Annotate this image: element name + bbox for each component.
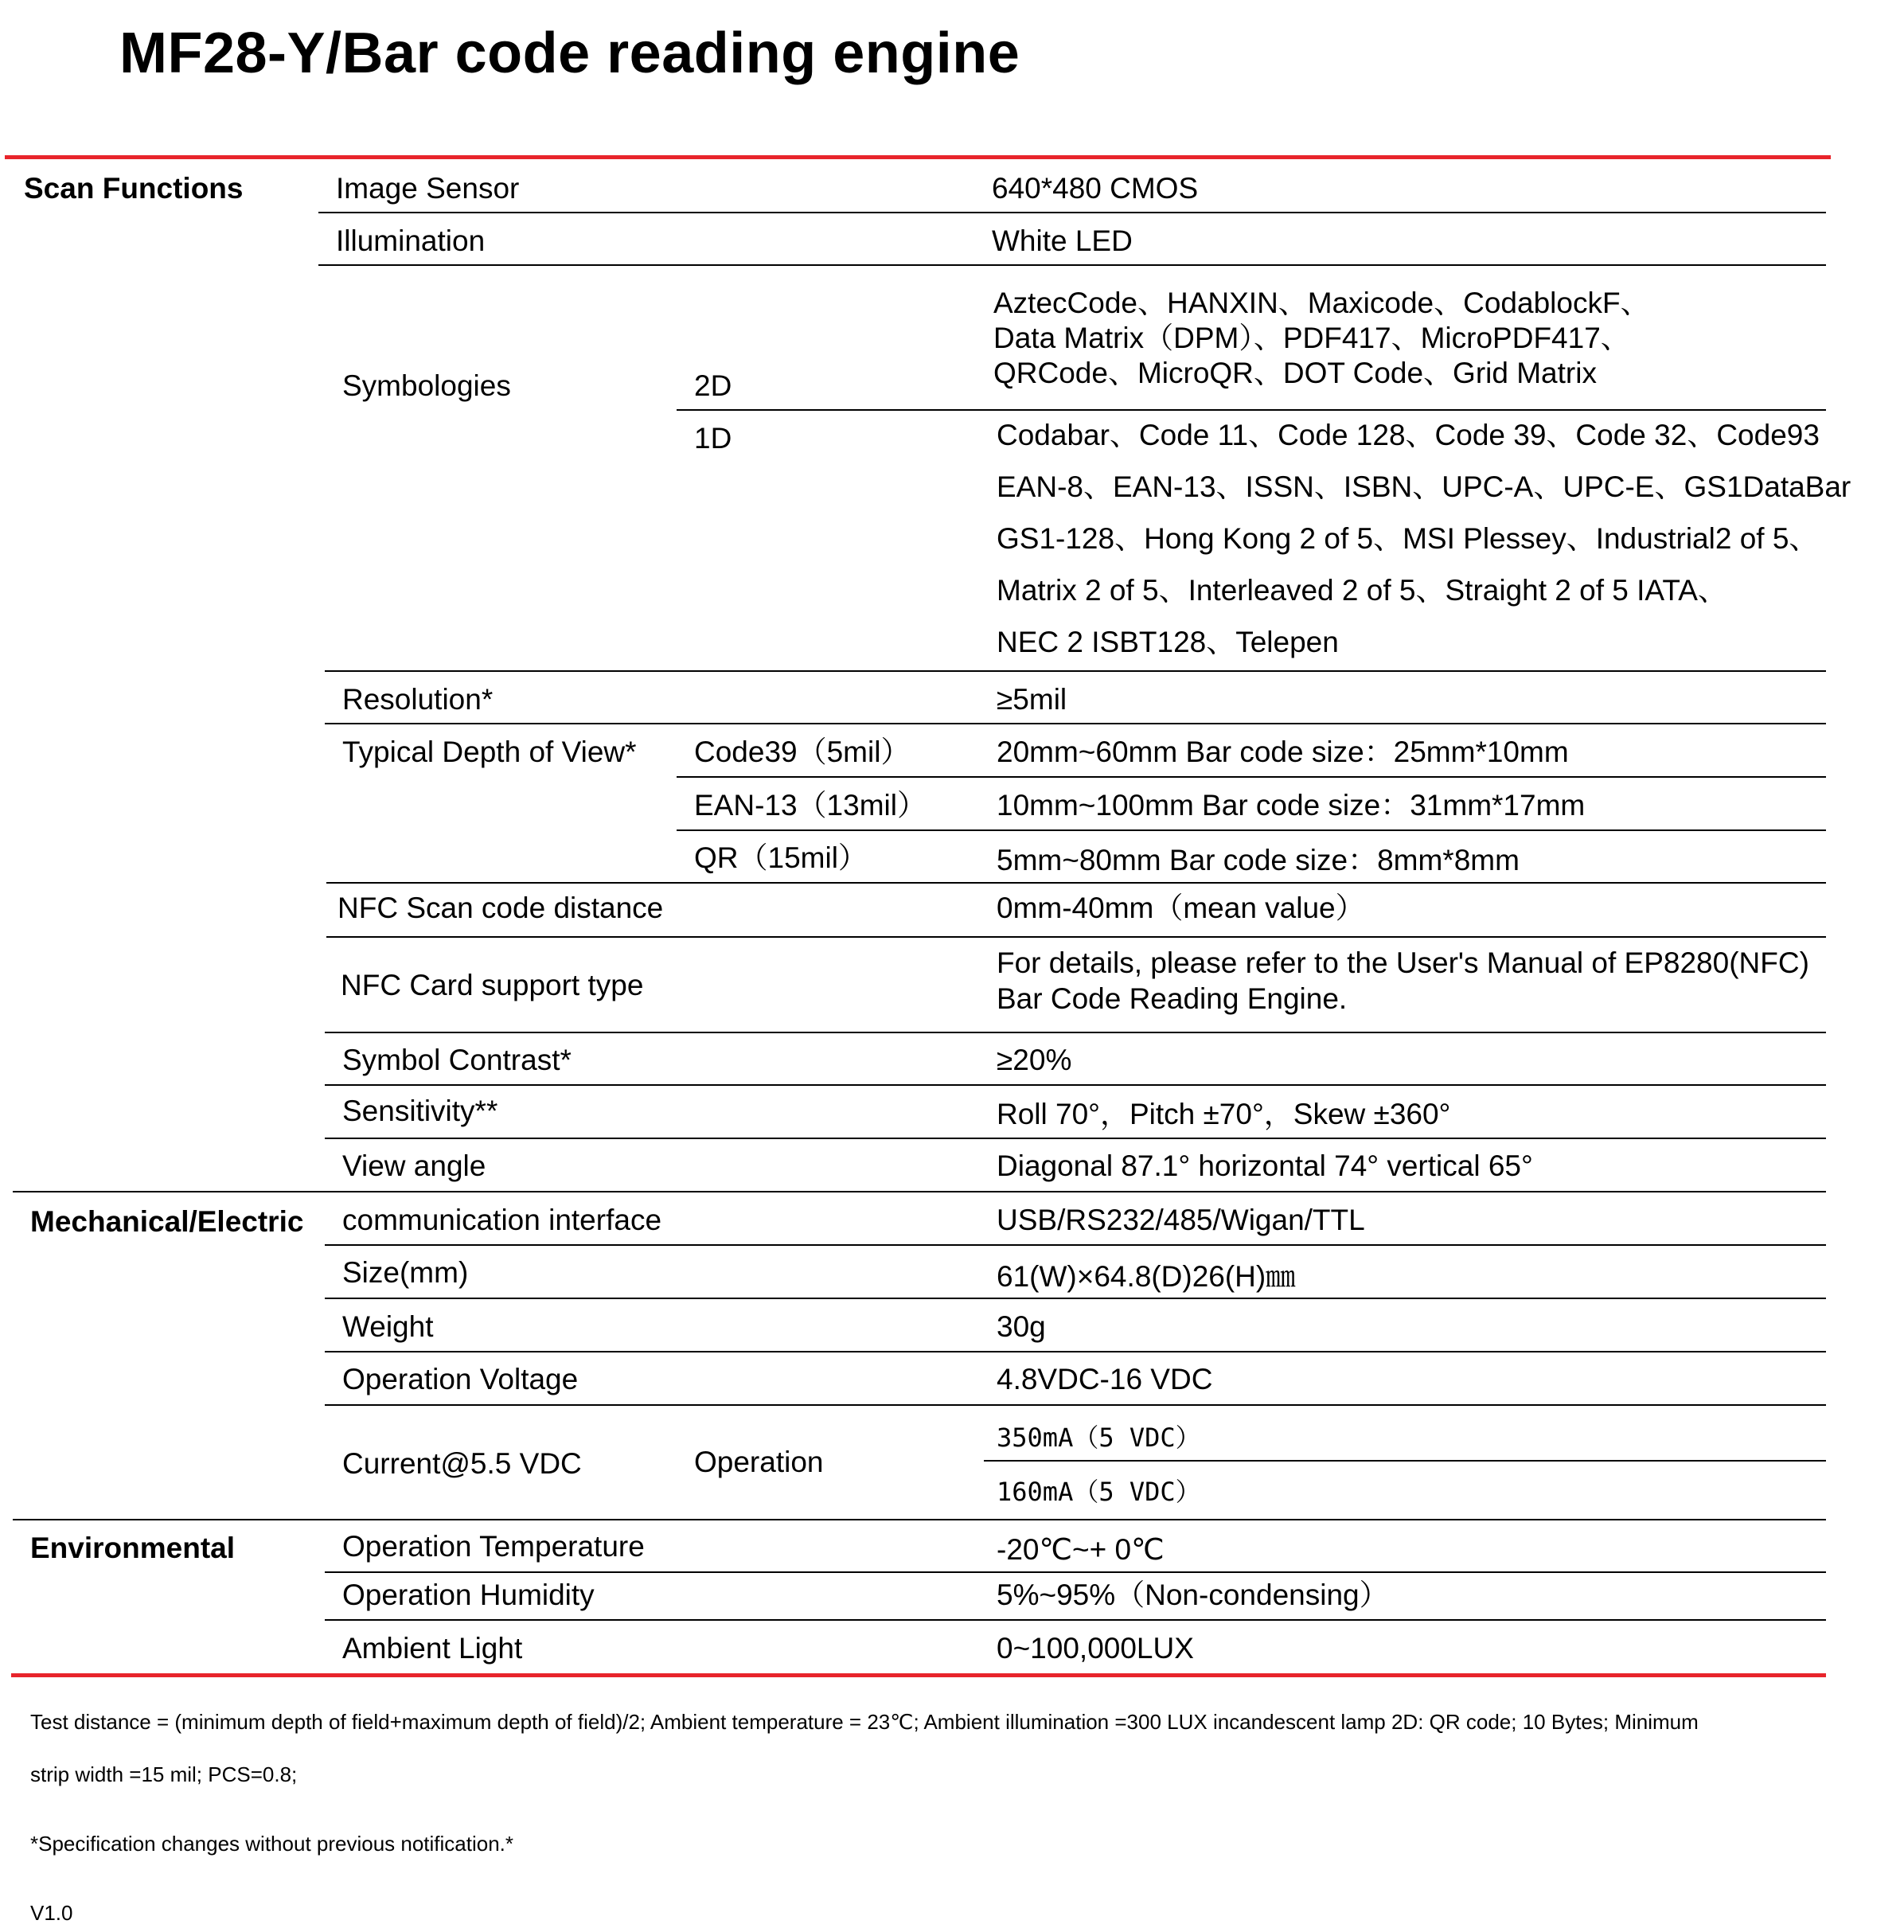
row-divider — [325, 1404, 1826, 1406]
value-ambient-light: 0~100,000LUX — [997, 1632, 1194, 1665]
row-divider — [325, 1244, 1826, 1246]
value-2d-line: Data Matrix（DPM）、PDF417、MicroPDF417、 — [993, 322, 1630, 354]
sub-operation: Operation — [694, 1446, 824, 1478]
label-symbol-contrast: Symbol Contrast* — [342, 1044, 572, 1076]
row-divider — [326, 936, 1826, 938]
value-1d-line: Matrix 2 of 5、Interleaved 2 of 5、Straight 2 of 5 IATA、 — [997, 574, 1727, 607]
page-title: MF28-Y/Bar code reading engine — [119, 21, 1020, 85]
label-symbologies: Symbologies — [342, 369, 511, 402]
value-operation-voltage: 4.8VDC-16 VDC — [997, 1363, 1213, 1395]
top-red-rule — [5, 155, 1831, 159]
row-divider — [325, 1351, 1826, 1352]
value-1d-line: Codabar、Code 11、Code 128、Code 39、Code 32、Code93 — [997, 419, 1820, 451]
row-divider — [677, 829, 1826, 831]
label-sensitivity: Sensitivity** — [342, 1095, 498, 1127]
row-divider — [984, 1460, 1826, 1462]
sub-ean13: EAN-13（13mil） — [694, 789, 927, 822]
label-communication-interface: communication interface — [342, 1204, 662, 1236]
bottom-red-rule — [11, 1673, 1826, 1677]
value-2d-line: QRCode、MicroQR、DOT Code、Grid Matrix — [993, 357, 1597, 389]
row-divider — [325, 670, 1826, 672]
label-ambient-light: Ambient Light — [342, 1632, 523, 1665]
value-1d-line: NEC 2 ISBT128、Telepen — [997, 626, 1339, 658]
label-operation-voltage: Operation Voltage — [342, 1363, 579, 1395]
value-code39: 20mm~60mm Bar code size：25mm*10mm — [997, 736, 1569, 768]
value-illumination: White LED — [992, 224, 1133, 257]
value-operation-temperature: -20℃~+ 0℃ — [997, 1533, 1165, 1566]
section-mechanical-electric: Mechanical/Electric — [30, 1205, 304, 1238]
value-current-line: 160mA（5 VDC） — [997, 1477, 1201, 1507]
value-nfc-card-line: For details, please refer to the User's Manual of EP8280(NFC) — [997, 946, 1809, 979]
label-size: Size(mm) — [342, 1256, 469, 1289]
section-divider — [13, 1519, 1826, 1520]
section-scan-functions: Scan Functions — [24, 172, 244, 205]
value-resolution: ≥5mil — [997, 683, 1067, 716]
row-divider — [325, 1084, 1826, 1086]
value-communication-interface: USB/RS232/485/Wigan/TTL — [997, 1204, 1365, 1236]
row-divider — [325, 1619, 1826, 1621]
value-sensitivity: Roll 70°，Pitch ±70°，Skew ±360° — [997, 1098, 1451, 1130]
row-divider — [325, 1032, 1826, 1033]
value-1d-line: GS1-128、Hong Kong 2 of 5、MSI Plessey、Industrial2 of 5、 — [997, 522, 1819, 555]
row-divider — [325, 1298, 1826, 1299]
row-divider — [318, 264, 1826, 266]
row-divider — [318, 212, 1826, 213]
section-divider — [13, 1191, 1826, 1192]
label-weight: Weight — [342, 1310, 434, 1343]
row-divider — [325, 1138, 1826, 1139]
label-operation-temperature: Operation Temperature — [342, 1530, 645, 1563]
value-ean13: 10mm~100mm Bar code size：31mm*17mm — [997, 789, 1586, 822]
value-weight: 30g — [997, 1310, 1046, 1343]
label-resolution: Resolution* — [342, 683, 494, 716]
row-divider — [325, 1571, 1826, 1573]
version-label: V1.0 — [30, 1901, 73, 1925]
footnote-test-conditions: Test distance = (minimum depth of field+maximum depth of field)/2; Ambient temperature = 23℃; Ambient illumination =300 LUX incandescent lamp 2D: QR code; 10 Bytes; Minimum — [30, 1710, 1699, 1734]
label-image-sensor: Image Sensor — [336, 172, 520, 205]
row-divider — [326, 882, 1826, 884]
value-1d-line: EAN-8、EAN-13、ISSN、ISBN、UPC-A、UPC-E、GS1DataBar — [997, 470, 1851, 503]
sub-2d: 2D — [694, 369, 732, 402]
value-current-line: 350mA（5 VDC） — [997, 1423, 1201, 1453]
value-size: 61(W)×64.8(D)26(H)㎜ — [997, 1260, 1296, 1293]
label-nfc-distance: NFC Scan code distance — [337, 892, 664, 924]
sub-code39: Code39（5mil） — [694, 736, 911, 768]
label-current: Current@5.5 VDC — [342, 1447, 582, 1480]
section-environmental: Environmental — [30, 1532, 235, 1564]
row-divider — [677, 409, 1826, 411]
value-qr: 5mm~80mm Bar code size：8mm*8mm — [997, 844, 1520, 876]
row-divider — [677, 776, 1826, 778]
value-operation-humidity: 5%~95%（Non-condensing） — [997, 1579, 1389, 1611]
footnote-spec-changes: *Specification changes without previous notification.* — [30, 1832, 514, 1856]
label-operation-humidity: Operation Humidity — [342, 1579, 595, 1611]
sub-qr: QR（15mil） — [694, 841, 868, 874]
footnote-test-conditions-cont: strip width =15 mil; PCS=0.8; — [30, 1762, 298, 1786]
label-view-angle: View angle — [342, 1149, 486, 1182]
value-2d-line: AztecCode、HANXIN、Maxicode、CodablockF、 — [993, 287, 1650, 319]
value-nfc-card-line: Bar Code Reading Engine. — [997, 982, 1348, 1015]
label-nfc-card: NFC Card support type — [341, 969, 644, 1001]
value-nfc-distance: 0mm-40mm（mean value） — [997, 892, 1365, 924]
label-depth-of-view: Typical Depth of View* — [342, 736, 637, 768]
value-image-sensor: 640*480 CMOS — [992, 172, 1199, 205]
value-view-angle: Diagonal 87.1° horizontal 74° vertical 65° — [997, 1149, 1533, 1182]
label-illumination: Illumination — [336, 224, 486, 257]
sub-1d: 1D — [694, 422, 732, 455]
row-divider — [325, 723, 1826, 724]
value-symbol-contrast: ≥20% — [997, 1044, 1072, 1076]
